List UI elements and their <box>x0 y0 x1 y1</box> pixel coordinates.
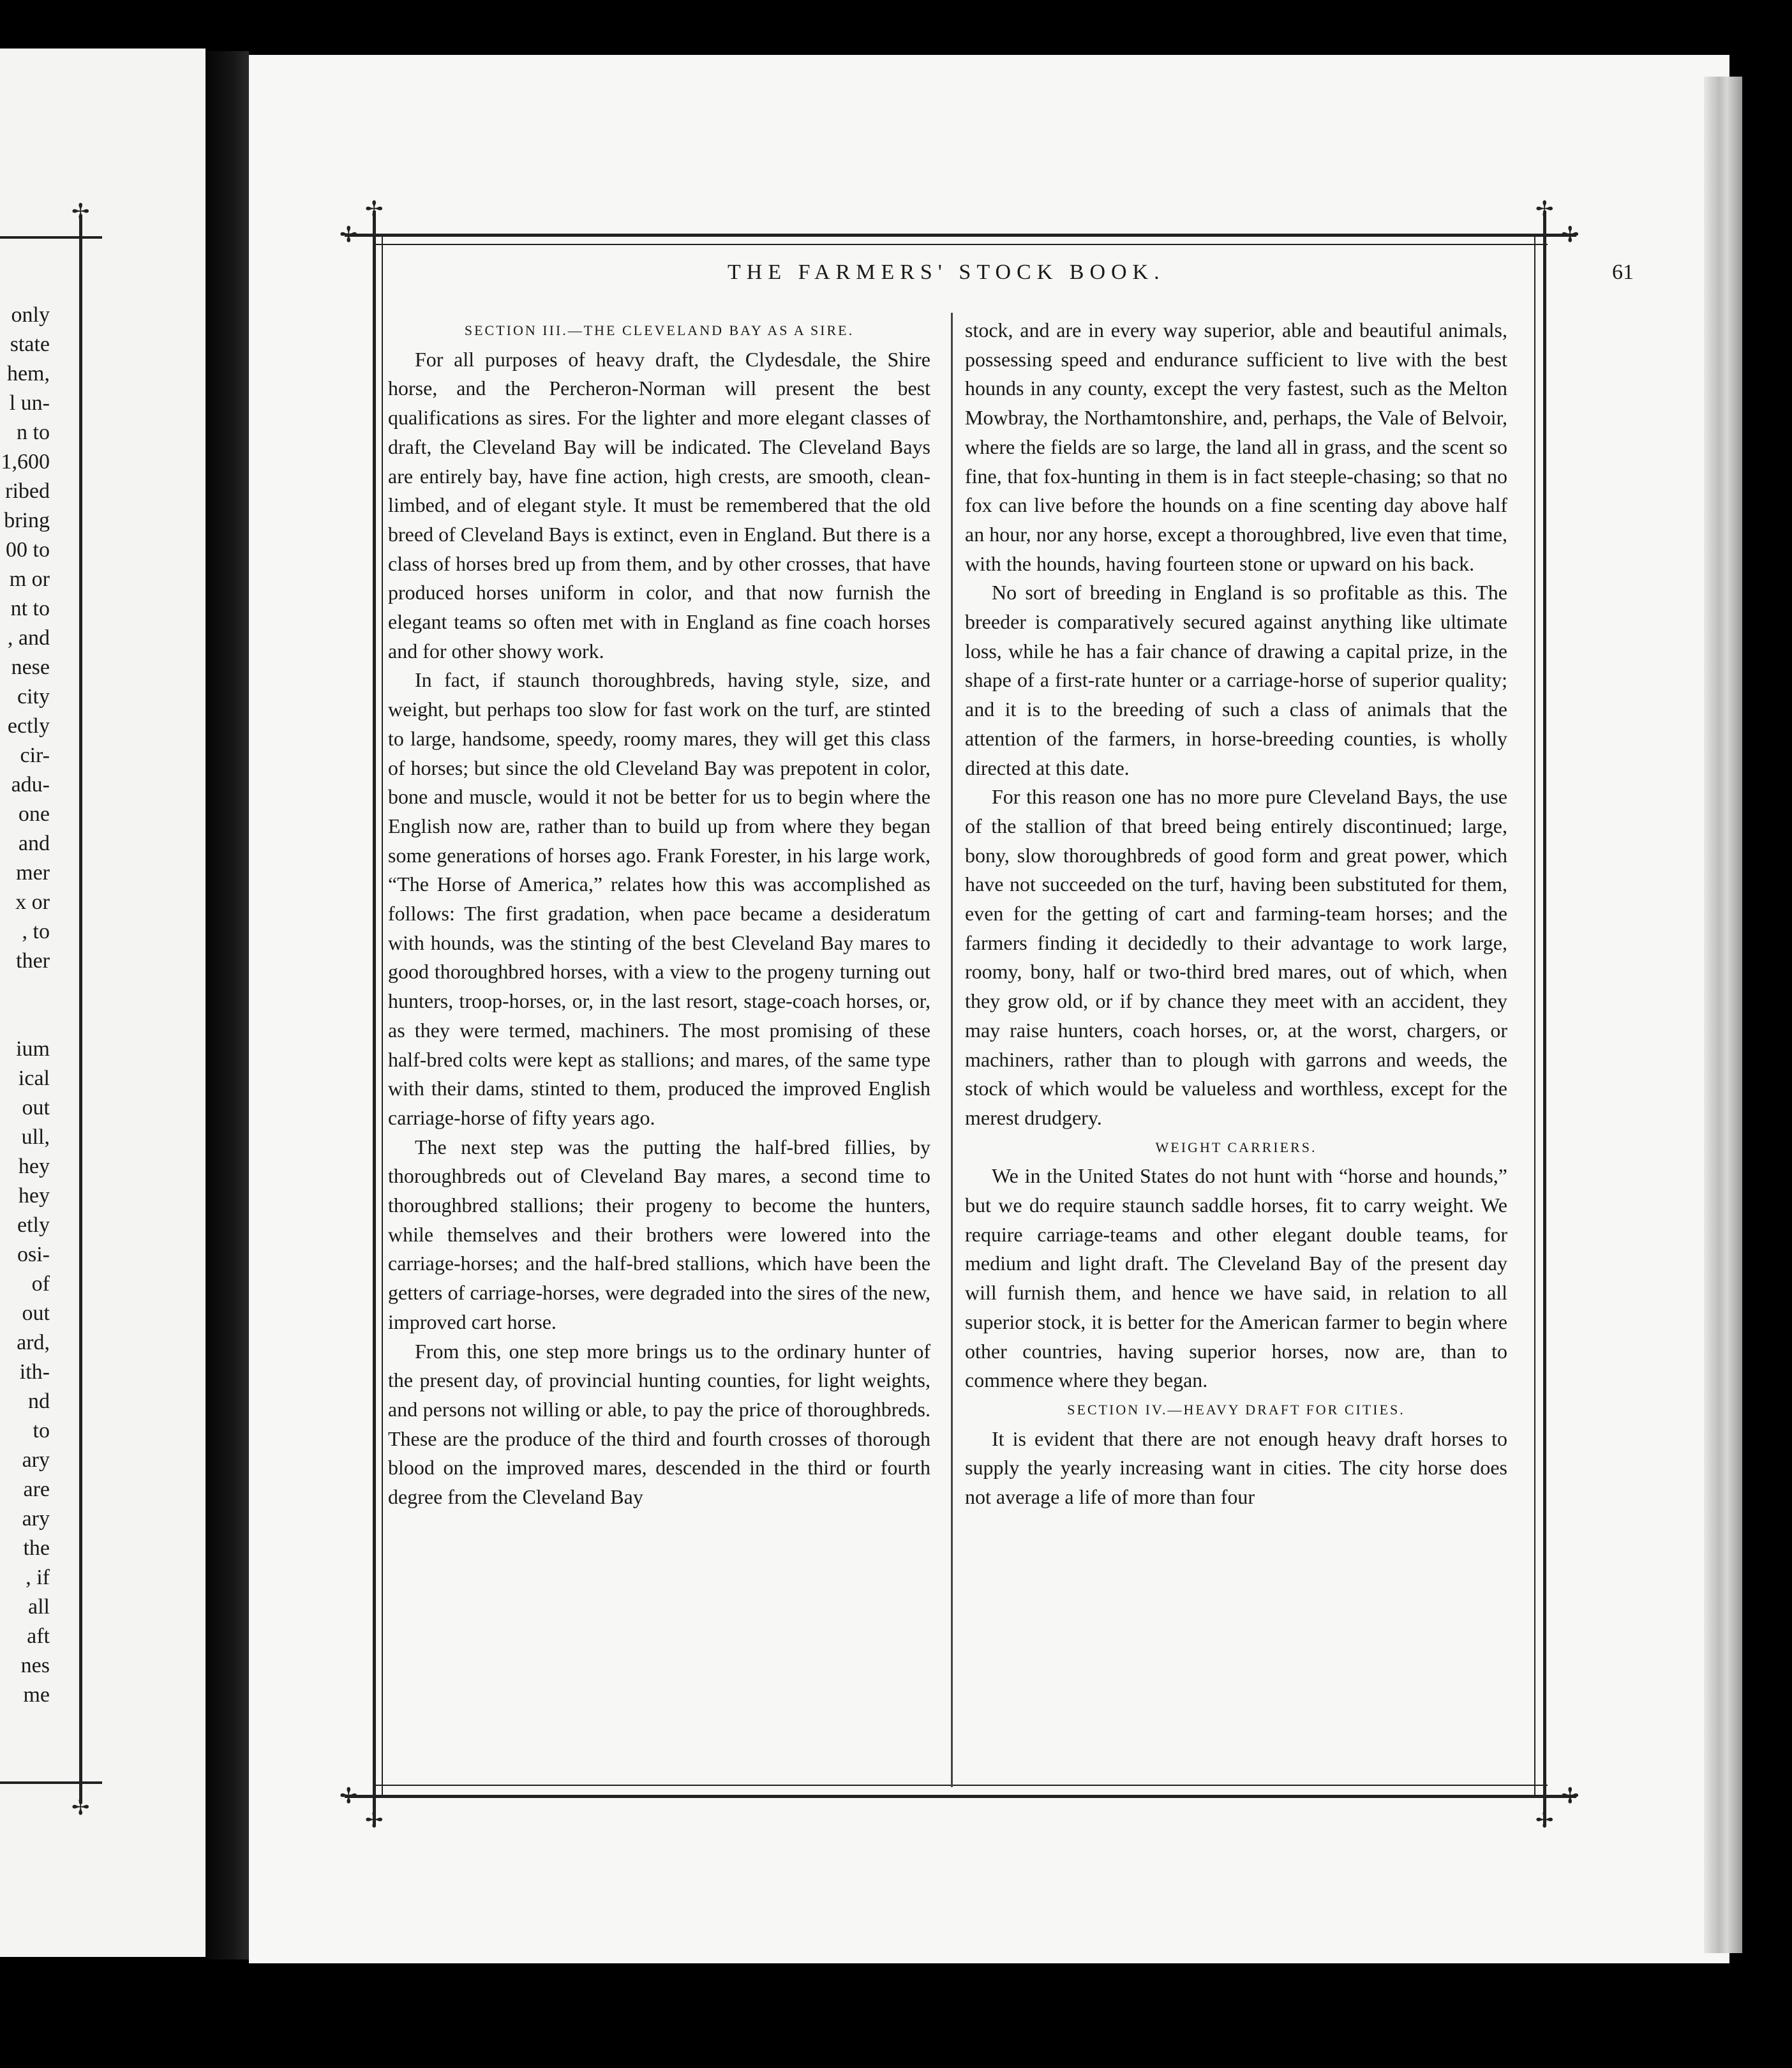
section-iv-heading: SECTION IV.—HEAVY DRAFT FOR CITIES. <box>1067 1402 1405 1418</box>
corner-ornament-icon: ✢ <box>1535 198 1554 221</box>
section-iii-heading: SECTION III.—THE CLEVELAND BAY AS A SIRE. <box>464 322 855 338</box>
facing-page-line: state <box>10 333 50 356</box>
corner-ornament-icon: ✢ <box>1561 1785 1579 1808</box>
running-head-title: THE FARMERS' STOCK BOOK. <box>728 260 1165 284</box>
facing-page-line: adu- <box>11 773 50 797</box>
facing-page-line: of <box>31 1272 50 1296</box>
facing-page-line: hey <box>18 1155 50 1178</box>
facing-page-line: all <box>28 1595 50 1619</box>
facing-page-border-vertical <box>79 214 82 1804</box>
corner-ornament-icon: ✢ <box>365 198 384 221</box>
facing-page-line: m or <box>9 567 50 591</box>
frame-bottom-outer <box>345 1795 1576 1798</box>
facing-page-line: cir- <box>20 744 50 767</box>
frame-top-inner <box>373 244 1548 245</box>
corner-ornament-icon: ✢ <box>71 200 90 224</box>
facing-page-line: mer <box>16 861 50 885</box>
facing-page-line: aft <box>27 1624 50 1648</box>
facing-page-line: me <box>23 1683 50 1707</box>
frame-left-inner <box>382 234 383 1797</box>
facing-page-text <box>0 301 50 1710</box>
book-gutter <box>205 51 249 1959</box>
facing-page-line: city <box>17 685 50 708</box>
column-divider <box>951 313 953 1787</box>
facing-page-line: bring <box>4 509 50 532</box>
facing-page-line: only <box>11 303 50 327</box>
facing-page-line: and <box>18 832 50 855</box>
facing-page-line: the <box>23 1536 50 1560</box>
frame-top-outer <box>345 234 1576 237</box>
facing-page-line: x or <box>15 890 50 914</box>
facing-page-line: ary <box>22 1448 50 1472</box>
facing-page-line: ium <box>16 1037 50 1061</box>
facing-page-line: out <box>22 1096 50 1120</box>
facing-page-line: ribed <box>5 479 50 503</box>
corner-ornament-icon: ✢ <box>1561 223 1579 247</box>
right-column <box>965 316 1507 1512</box>
corner-ornament-icon: ✢ <box>365 1809 384 1832</box>
facing-page-line: to <box>33 1419 50 1442</box>
weight-carriers-heading: WEIGHT CARRIERS. <box>1155 1139 1317 1155</box>
facing-page-line: ull, <box>21 1125 50 1149</box>
running-head <box>383 260 1634 292</box>
paragraph: From this, one step more brings us to the ordinary hunter of the present day, of provincial hunting counties, for light weights, and persons not willing or able, to pay the price of thoroughbreds. These are the produce of the third and fourth crosses of thorough blood on the improved mares, descended in the third or fourth degree from the Cleveland Bay <box>388 1339 930 1509</box>
facing-page-line: one <box>18 802 50 826</box>
facing-page-line <box>0 1005 50 1035</box>
facing-page-line: hey <box>18 1184 50 1208</box>
page-stack-edge <box>1704 77 1742 1953</box>
facing-page-line: , and <box>7 626 50 650</box>
facing-page-line: hem, <box>6 362 50 386</box>
facing-page-line: nt to <box>10 597 50 620</box>
facing-page-line: 1,600 <box>1 450 50 474</box>
facing-page-line: nd <box>28 1390 50 1413</box>
facing-page-line: ther <box>16 949 50 973</box>
corner-ornament-icon: ✢ <box>1535 1809 1554 1832</box>
paragraph: The next step was the putting the half-bred fillies, by thoroughbreds out of Cleveland Bay mares, a second time to thoroughbred stallions; their progeny to become the hunters, while themselves and their brothers were lowered into the carriage-horses; and the half-bred stallions, which have been the getters of carriage-horses, were degraded into the sires of the new, improved cart horse. <box>388 1135 930 1333</box>
left-column <box>388 316 930 1512</box>
facing-page <box>0 49 205 1957</box>
frame-right-inner <box>1534 234 1535 1797</box>
facing-page-line: , to <box>22 920 50 943</box>
facing-page-line: 00 to <box>6 538 50 562</box>
facing-page-line <box>0 976 50 1005</box>
facing-page-border-bottom <box>0 1781 102 1784</box>
paragraph: No sort of breeding in England is so profitable as this. The breeder is comparatively secured against anything like ultimate loss, while he has a fair chance of drawing a capital prize, in the shape of a first-rate hunter or a carriage-horse of superior quality; and it is to the breeding of such a class of animals that the attention of the farmers, in horse-breeding counties, is wholly directed at this date. <box>965 581 1507 779</box>
facing-page-line: ical <box>18 1067 50 1090</box>
paragraph-continued: stock, and are in every way superior, able and beautiful animals, possessing speed and endurance sufficient to live with the best hounds in any county, except the very fastest, such as the Melton Mowbray, the Northamtonshire, and, perhaps, the Vale of Belvoir, where the fields are so large, the land all in grass, and the scent so fine, that fox-hunting in them is in fact steeple-chasing; so that no fox can live before the hounds on a fine scenting day above half an hour, nor any horse, except a thoroughbred, live even that time, with the hounds, having fourteen stone or upward on his back. <box>965 318 1507 575</box>
facing-page-line: , if <box>26 1566 50 1589</box>
paragraph: For all purposes of heavy draft, the Clydesdale, the Shire horse, and the Percheron-Norman will present the best qualifications as sires. For the lighter and more elegant classes of draft, the Cleveland Bay will be indicated. The Cleveland Bays are entirely bay, have fine action, high crests, are smooth, clean-limbed, and of elegant style. It must be remembered that the old breed of Cleveland Bays is extinct, even in England. But there is a class of horses bred up from them, and by other crosses, that have produced horses uniform in color, and that now furnish the elegant teams so often met with in England as fine coach horses and for other showy work. <box>388 347 930 663</box>
frame-left-outer <box>373 211 376 1825</box>
corner-ornament-icon: ✢ <box>340 1785 358 1808</box>
corner-ornament-icon: ✢ <box>340 223 358 247</box>
page-number: 61 <box>1612 260 1634 284</box>
facing-page-border-top <box>0 236 102 239</box>
facing-page-line: out <box>22 1301 50 1325</box>
facing-page-line: l un- <box>9 391 50 415</box>
facing-page-line: nes <box>20 1654 50 1677</box>
facing-page-line: ith- <box>19 1360 50 1384</box>
facing-page-line: ary <box>22 1507 50 1531</box>
facing-page-line: ectly <box>7 714 50 738</box>
facing-page-line: etly <box>17 1213 50 1237</box>
paragraph: In fact, if staunch thoroughbreds, having style, size, and weight, but perhaps too slow for fast work on the turf, are stinted to large, handsome, speedy, roomy mares, they will get this class of horses; but since the old Cleveland Bay was prepotent in color, bone and muscle, would it not be better for us to begin where the English now are, rather than to build up from where they began some generations of horses ago. Frank Forester, in his large work, “The Horse of America,” relates how this was accomplished as follows: The first gradation, when pace became a desideratum with hounds, was the stinting of the best Cleveland Bay mares to good thoroughbred horses, with a view to the progeny turning out hunters, troop-horses, or, in the last resort, stage-coach horses, or, as they were termed, machiners. The most promising of these half-bred colts were kept as stallions; and mares, of the same type with their dams, stinted to them, produced the improved English carriage-horse of fifty years ago. <box>388 668 930 1129</box>
frame-right-outer <box>1543 211 1546 1825</box>
facing-page-line: osi- <box>17 1243 50 1266</box>
facing-page-line: nese <box>11 656 50 679</box>
paragraph: For this reason one has no more pure Cleveland Bays, the use of the stallion of that breed being entirely discontinued; large, bony, slow thoroughbreds of good form and great power, which have not succeeded on the turf, having been substituted for them, even for the getting of cart and farming-team horses; and the farmers finding it decidedly to their advantage to work large, roomy, bony, half or two-third bred mares, out of which, when they grow old, or if by chance they meet with an accident, they may raise hunters, coach horses, or, at the worst, chargers, or machiners, rather than to plough with garrons and weeds, the stock of which would be valueless and worthless, except for the merest drudgery. <box>965 785 1507 1129</box>
facing-page-line: n to <box>17 421 50 444</box>
corner-ornament-icon: ✢ <box>71 1796 90 1820</box>
facing-page-line: ard, <box>17 1331 50 1354</box>
frame-bottom-inner <box>373 1785 1548 1786</box>
facing-page-line: are <box>23 1478 50 1501</box>
paragraph: It is evident that there are not enough heavy draft horses to supply the yearly increasing want in cities. The city horse does not average a life of more than four <box>965 1427 1507 1509</box>
paragraph: We in the United States do not hunt with “horse and hounds,” but we do require staunch saddle horses, fit to carry weight. We require carriage-teams and other elegant double teams, for medium and light draft. The Cleveland Bay of the present day will furnish them, and hence we have said, in relation to all superior stock, it is better for the American farmer to begin where other countries, having superior horses, now are, than to commence where they began. <box>965 1164 1507 1392</box>
